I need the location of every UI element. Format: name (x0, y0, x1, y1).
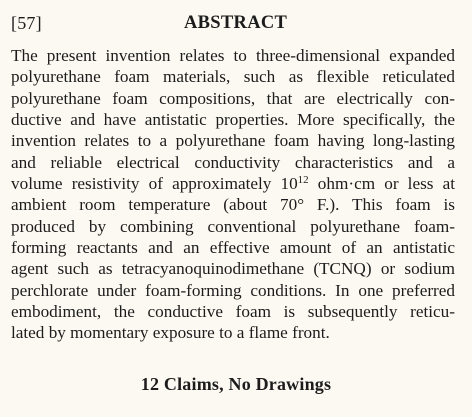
abstract-line: The present invention relates to three-dimensional expanded (11, 46, 455, 65)
resistivity-unit-text: ohm·cm or less at (308, 174, 455, 194)
abstract-line: invention relates to a polyurethane foam having long-lasting (11, 131, 455, 151)
abstract-line: agent such as tetracyanoquinodimethane (TCNQ) or sodium (11, 259, 455, 279)
abstract-line-resistivity (11, 173, 455, 194)
abstract-line: forming reactants and an effective amount of an antistatic (11, 238, 455, 258)
claims-footer: 12 Claims, No Drawings (140, 374, 332, 394)
abstract-line: ductive and have antistatic properties. More specifically, the (11, 110, 455, 130)
abstract-line: embodiment, the conductive foam is subsequently reticu- (11, 302, 455, 322)
resistivity-text: volume resistivity of approximately 10 (11, 174, 298, 194)
abstract-heading: ABSTRACT (184, 13, 288, 33)
abstract-line: ambient room temperature (about 70° F.). This foam is (11, 195, 455, 215)
inid-code: [57] (11, 13, 42, 33)
abstract-line: polyurethane foam compositions, that are electrically con- (11, 88, 455, 108)
abstract-line: polyurethane foam materials, such as flexible reticulated (11, 67, 455, 87)
abstract-body (11, 45, 455, 344)
abstract-line: perchlorate under foam-forming conditions. In one preferred (11, 280, 455, 300)
abstract-line: and reliable electrical conductivity characteristics and a (11, 152, 455, 172)
exponent-superscript: 12 (297, 174, 309, 187)
abstract-line: lated by momentary exposure to a flame front. (11, 323, 330, 343)
abstract-line: produced by combining conventional polyurethane foam- (11, 216, 455, 236)
